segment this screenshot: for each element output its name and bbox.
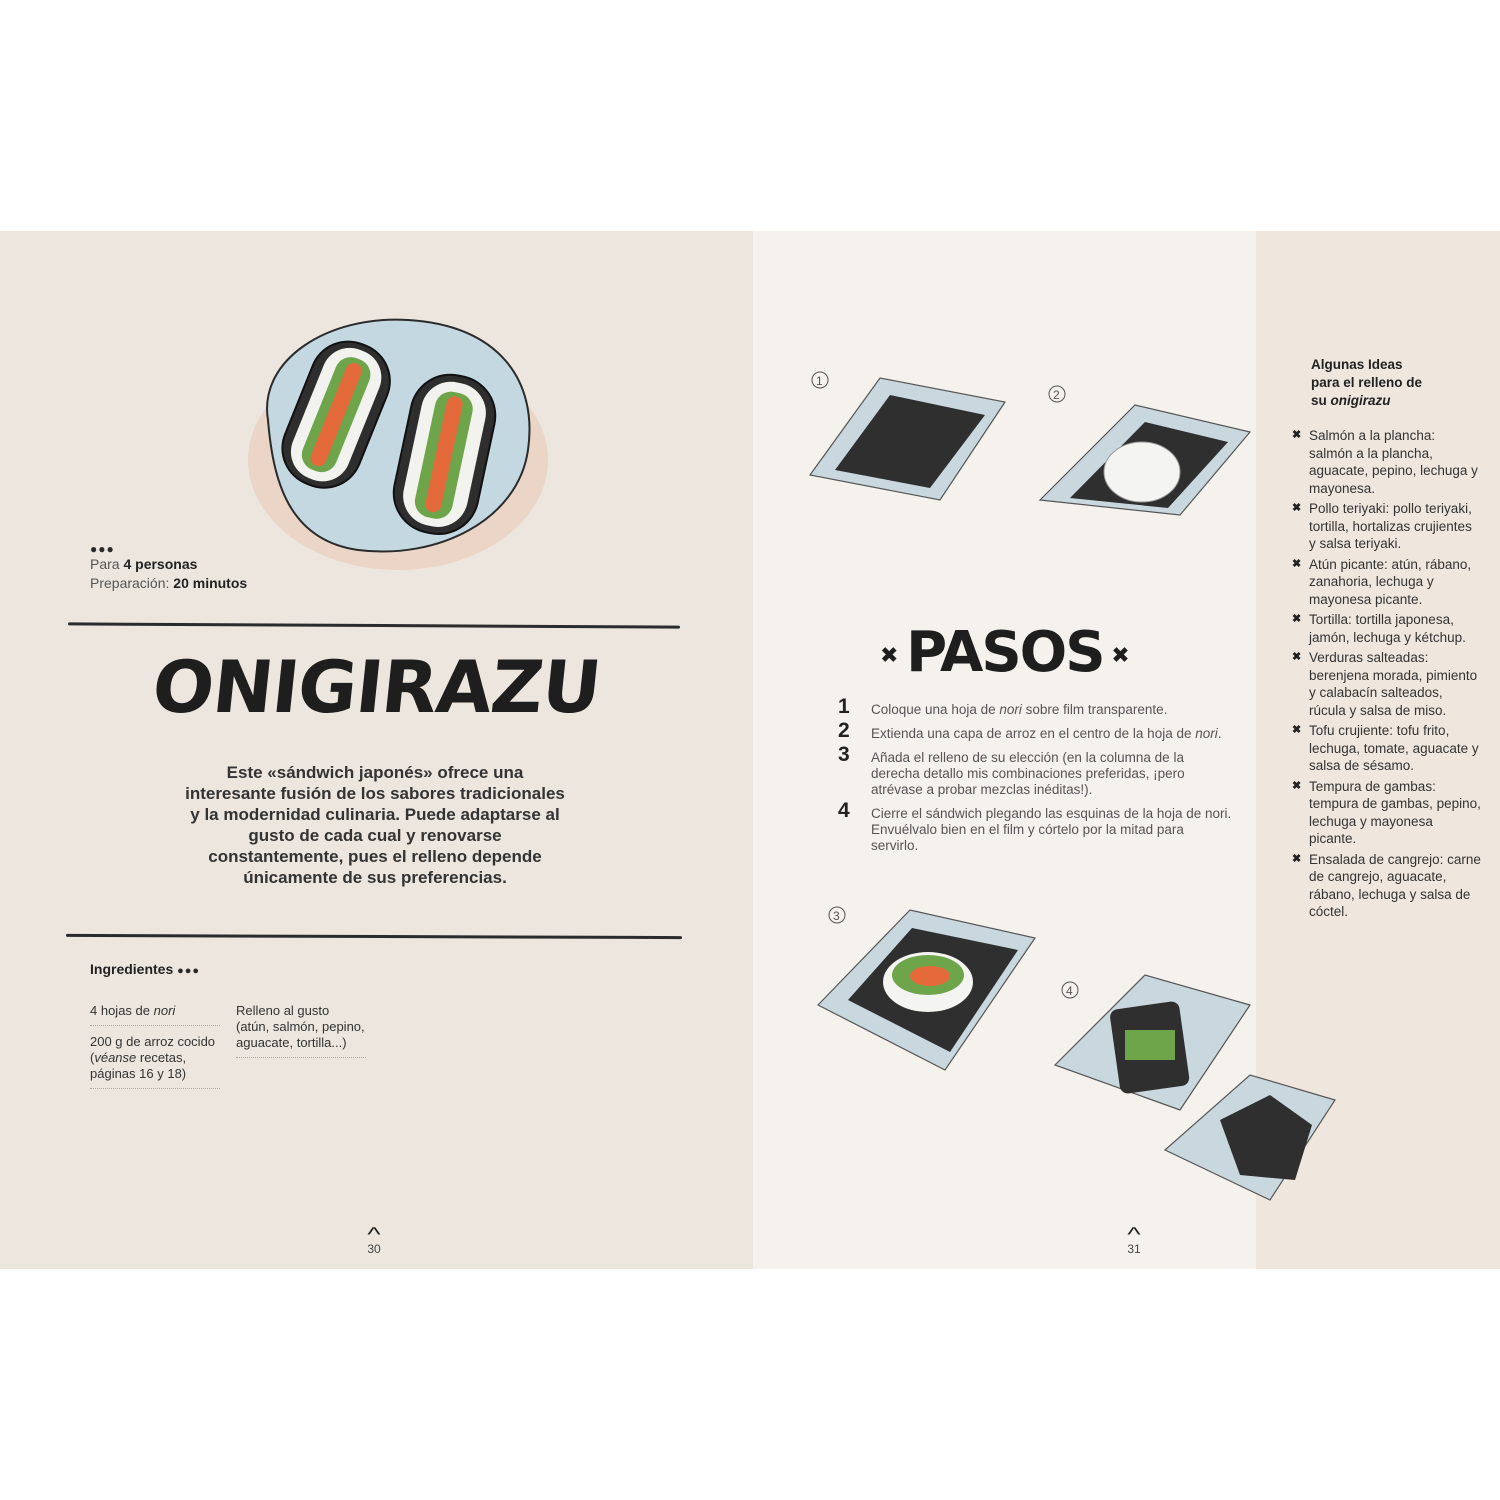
step-number: 2 <box>838 719 850 742</box>
step-number: 3 <box>838 743 850 766</box>
prep-time: Preparación: 20 minutos <box>90 575 248 591</box>
ingredients-column-1 <box>90 1003 220 1097</box>
dots-icon: ●●● <box>177 965 201 977</box>
ingredient-item: 200 g de arroz cocido (véanse recetas, páginas 16 y 18) <box>90 1034 220 1089</box>
ingredient-item: 4 hojas de nori <box>90 1003 220 1026</box>
step-item <box>838 743 1233 798</box>
page-number-left: 30 <box>367 1242 381 1256</box>
step-text: nori <box>999 702 1022 717</box>
step3-salmon <box>910 966 950 986</box>
step-text: Coloque una hoja de <box>871 702 1000 717</box>
x-mark-icon: ✖ <box>1292 613 1302 625</box>
step2-rice <box>1104 442 1180 502</box>
onigirazu-plate-illustration <box>238 300 558 570</box>
idea-item: ✖ Atún picante: atún, rábano, zanahoria, lechuga y mayonesa picante. <box>1292 556 1472 607</box>
step-item <box>838 719 1233 742</box>
x-mark-icon: ✖ <box>1292 429 1302 441</box>
step-text: Extienda una capa de arroz en el centro de la hoja de <box>871 726 1196 741</box>
idea-item: ✖ Salmón a la plancha: salmón a la plancha, aguacate, pepino, lechuga y mayonesa. <box>1292 428 1478 496</box>
step-number: 4 <box>838 799 850 822</box>
x-mark-icon: ✖ <box>1292 557 1302 570</box>
step-text: . <box>1217 726 1222 741</box>
ideas-list <box>1292 427 1482 924</box>
intro-text: Este «sándwich japonés» ofrece una interesante fusión de los sabores tradicionales y la modernidad culinaria. Puede adaptarse al gusto de cada cual y renovarse constantemente, pues el relleno depende únicamente de sus preferencias. <box>185 763 565 887</box>
step-text: sobre film transparente. <box>1021 702 1168 717</box>
x-mark-icon: ✖ <box>1292 502 1302 514</box>
idea-item: ✖ Tempura de gambas: tempura de gambas, pepino, lechuga y mayonesa picante. <box>1292 778 1481 846</box>
step-item <box>838 799 1233 854</box>
x-mark-icon: ✖ <box>1103 643 1130 669</box>
step-item <box>838 695 1233 718</box>
step-illustration-label-4: 4 <box>1066 984 1073 998</box>
sidebar-heading: Algunas Ideas para el relleno de su onigirazu <box>1311 357 1423 408</box>
step-text: nori <box>1195 726 1218 741</box>
servings: Para 4 personas <box>90 556 198 572</box>
x-mark-icon: ✖ <box>1292 779 1302 792</box>
idea-item: ✖ Ensalada de cangrejo: carne de cangrejo, aguacate, rábano, lechuga y salsa de cóctel. <box>1292 851 1481 919</box>
step-number: 1 <box>838 695 850 718</box>
chevron-up-icon: ^ <box>1127 1224 1141 1246</box>
steps-title: ✖ PASOS ✖ <box>880 620 1130 685</box>
idea-item: ✖ Verduras salteadas: berenjena morada, pimiento y calabacín salteados, rúcula y salsa de miso. <box>1292 650 1478 718</box>
x-mark-icon: ✖ <box>1292 724 1302 736</box>
dots-icon: ●●● <box>90 542 115 556</box>
x-mark-icon: ✖ <box>1292 651 1302 663</box>
step4a-filling <box>1125 1030 1175 1060</box>
x-mark-icon: ✖ <box>1292 852 1302 865</box>
x-mark-icon: ✖ <box>880 643 907 669</box>
step-illustration-label-1: 1 <box>816 374 823 388</box>
idea-item: ✖ Tofu crujiente: tofu frito, lechuga, tomate, aguacate y salsa de sésamo. <box>1292 723 1479 773</box>
ingredients-heading: Ingredientes ●●● <box>90 961 201 977</box>
step-illustration-label-3: 3 <box>833 909 840 923</box>
ingredients-column-2 <box>236 1003 366 1066</box>
step-text: Cierre el sándwich plegando las esquinas de la hoja de nori. Envuélvalo bien en el film y córtelo por la mitad para servirlo. <box>871 806 1232 853</box>
step-illustration-label-2: 2 <box>1053 388 1060 402</box>
step-text: Añada el relleno de su elección (en la columna de la derecha detallo mis combinaciones preferidas, ¡pero atrévase a probar mezclas inéditas!). <box>871 750 1185 797</box>
recipe-meta <box>90 543 247 593</box>
idea-item: ✖ Tortilla: tortilla japonesa, jamón, lechuga y kétchup. <box>1292 612 1466 645</box>
page-title: ONIGIRAZU <box>148 645 605 729</box>
ingredient-item: Relleno al gusto (atún, salmón, pepino, aguacate, tortilla...) <box>236 1003 366 1058</box>
steps-list <box>838 695 1233 862</box>
page-number-right: 31 <box>1127 1242 1141 1256</box>
chevron-up-icon: ^ <box>367 1224 381 1246</box>
idea-item: ✖ Pollo teriyaki: pollo teriyaki, tortilla, hortalizas crujientes y salsa teriyaki. <box>1292 501 1472 551</box>
